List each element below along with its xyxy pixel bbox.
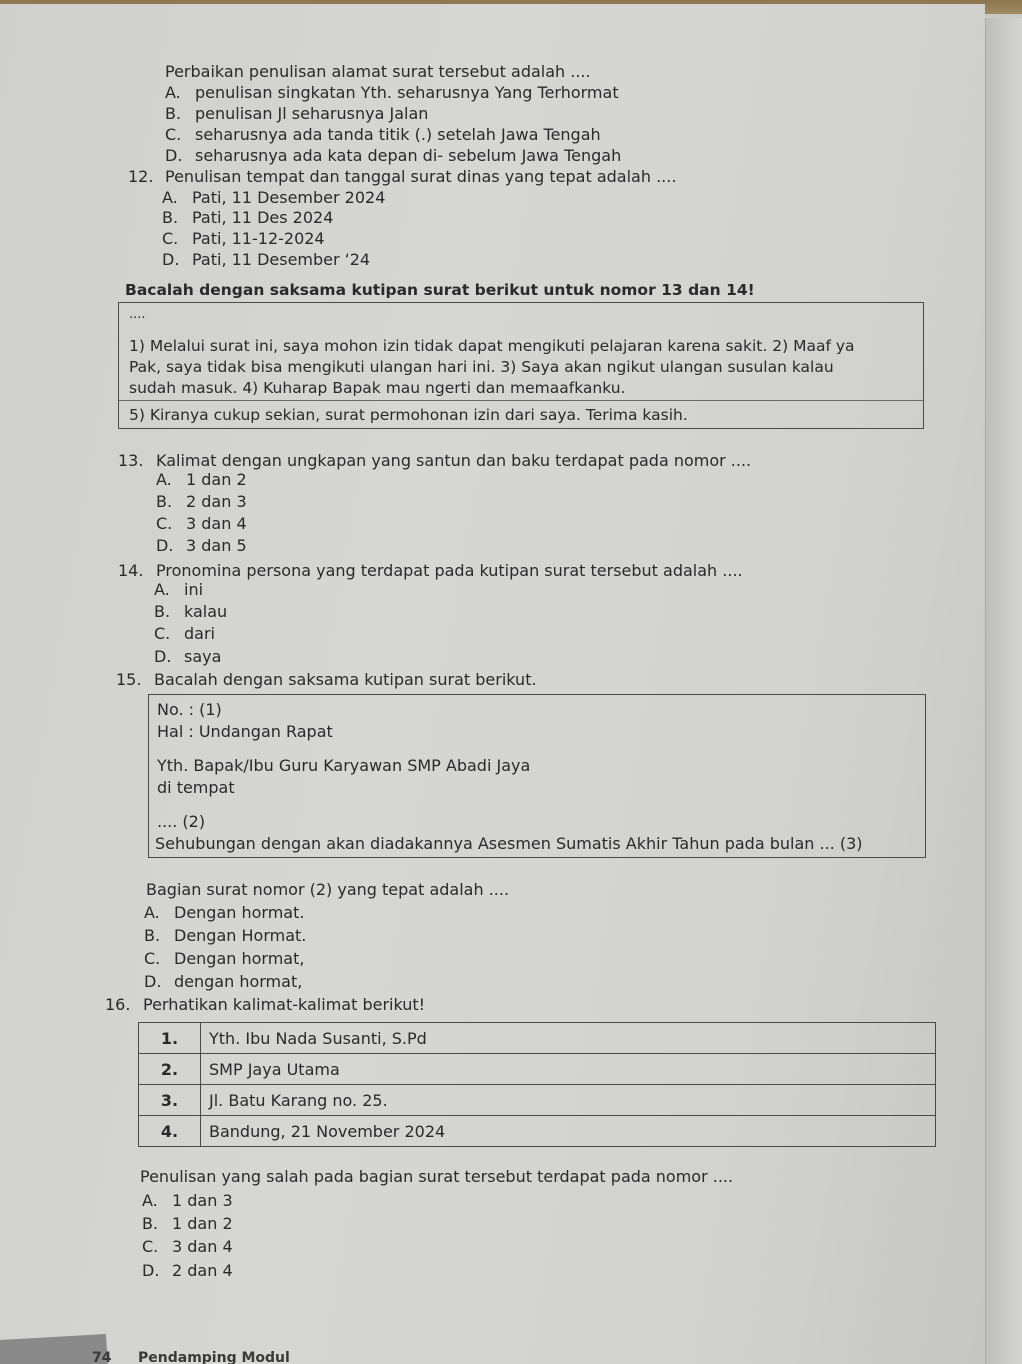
option-d[interactable]: D. 2 dan 4	[142, 1261, 233, 1280]
excerpt-line-1: 1) Melalui surat ini, saya mohon izin tidak dapat mengikuti pelajaran karena sakit. 2) Maaf ya	[129, 337, 855, 355]
option-c[interactable]: C. seharusnya ada tanda titik (.) setelah Jawa Tengah	[165, 125, 601, 144]
question-number: 15.	[116, 670, 142, 689]
option-c[interactable]: C. 3 dan 4	[156, 514, 247, 533]
option-a[interactable]: A. 1 dan 2	[156, 470, 247, 489]
letter-excerpt-box	[118, 302, 924, 429]
option-c[interactable]: C. Pati, 11-12-2024	[162, 229, 325, 248]
option-c[interactable]: C. Dengan hormat,	[144, 949, 305, 968]
letter-body-opening: Sehubungan dengan akan diadakannya Asesmen Sumatis Akhir Tahun pada bulan ... (3)	[155, 834, 863, 853]
question-number: 16.	[105, 995, 131, 1014]
letter-place: di tempat	[157, 778, 235, 797]
table-row	[139, 1116, 936, 1147]
question-number: 14.	[118, 561, 144, 580]
option-a[interactable]: A. penulisan singkatan Yth. seharusnya Yang Terhormat	[165, 83, 619, 102]
instruction-13-14: Bacalah dengan saksama kutipan surat berikut untuk nomor 13 dan 14!	[125, 281, 755, 299]
option-d[interactable]: D. dengan hormat,	[144, 972, 303, 991]
page-number: 74	[92, 1350, 112, 1364]
option-d[interactable]: D. 3 dan 5	[156, 536, 247, 555]
option-d[interactable]: D. Pati, 11 Desember ‘24	[162, 250, 371, 269]
question-stem: 12. Penulisan tempat dan tanggal surat dinas yang tepat adalah ....	[128, 167, 677, 186]
letter-recipient: Yth. Bapak/Ibu Guru Karyawan SMP Abadi Jaya	[157, 756, 531, 775]
excerpt-ellipsis: ....	[129, 307, 146, 322]
excerpt-line-3: sudah masuk. 4) Kuharap Bapak mau ngerti dan memaafkanku.	[129, 379, 626, 397]
row-text: Yth. Ibu Nada Susanti, S.Pd	[201, 1023, 936, 1054]
question-prompt: Bagian surat nomor (2) yang tepat adalah ....	[146, 880, 510, 899]
table-row	[139, 1023, 936, 1054]
question-number: 13.	[118, 451, 144, 470]
row-text: Jl. Batu Karang no. 25.	[201, 1085, 936, 1116]
option-b[interactable]: B. penulisan Jl seharusnya Jalan	[165, 104, 429, 123]
option-a[interactable]: A. 1 dan 3	[142, 1191, 233, 1210]
question-stem: 15. Bacalah dengan saksama kutipan surat berikut.	[116, 670, 537, 689]
sentences-table	[138, 1022, 936, 1147]
option-b[interactable]: B. 1 dan 2	[142, 1214, 233, 1233]
row-text: SMP Jaya Utama	[201, 1054, 936, 1085]
option-b[interactable]: B. 2 dan 3	[156, 492, 247, 511]
letter-subject-field: Hal : Undangan Rapat	[157, 722, 333, 741]
excerpt-line-2: Pak, saya tidak bisa mengikuti ulangan hari ini. 3) Saya akan ngikut ulangan susulan kalau	[129, 358, 834, 376]
table-row	[139, 1054, 936, 1085]
option-b[interactable]: B. kalau	[154, 602, 228, 621]
question-number: 12.	[128, 167, 154, 186]
option-d[interactable]: D. seharusnya ada kata depan di- sebelum Jawa Tengah	[165, 146, 622, 165]
row-number: 1.	[139, 1023, 201, 1054]
excerpt-divider	[119, 400, 923, 401]
option-a[interactable]: A. Dengan hormat.	[144, 903, 305, 922]
question-stem: 13. Kalimat dengan ungkapan yang santun dan baku terdapat pada nomor ....	[118, 451, 752, 470]
letter-salutation-blank: .... (2)	[157, 812, 206, 831]
table-row	[139, 1085, 936, 1116]
question-stem: Perbaikan penulisan alamat surat tersebut adalah ....	[165, 62, 591, 81]
row-number: 4.	[139, 1116, 201, 1147]
option-d[interactable]: D. saya	[154, 647, 222, 666]
row-number: 3.	[139, 1085, 201, 1116]
option-b[interactable]: B. Pati, 11 Des 2024	[162, 208, 334, 227]
question-stem: 16. Perhatikan kalimat-kalimat berikut!	[105, 995, 426, 1014]
option-c[interactable]: C. 3 dan 4	[142, 1237, 233, 1256]
footer-title: Pendamping Modul	[138, 1350, 290, 1364]
row-number: 2.	[139, 1054, 201, 1085]
option-b[interactable]: B. Dengan Hormat.	[144, 926, 307, 945]
letter-number-field: No. : (1)	[157, 700, 222, 719]
excerpt-closing: 5) Kiranya cukup sekian, surat permohonan izin dari saya. Terima kasih.	[129, 406, 688, 424]
question-prompt: Penulisan yang salah pada bagian surat tersebut terdapat pada nomor ....	[140, 1167, 734, 1186]
option-c[interactable]: C. dari	[154, 624, 215, 643]
option-a[interactable]: A. Pati, 11 Desember 2024	[162, 188, 386, 207]
option-a[interactable]: A. ini	[154, 580, 204, 599]
next-page-edge	[985, 18, 1022, 1364]
question-stem: 14. Pronomina persona yang terdapat pada kutipan surat tersebut adalah ....	[118, 561, 743, 580]
letter-excerpt-box	[148, 694, 926, 858]
row-text: Bandung, 21 November 2024	[201, 1116, 936, 1147]
